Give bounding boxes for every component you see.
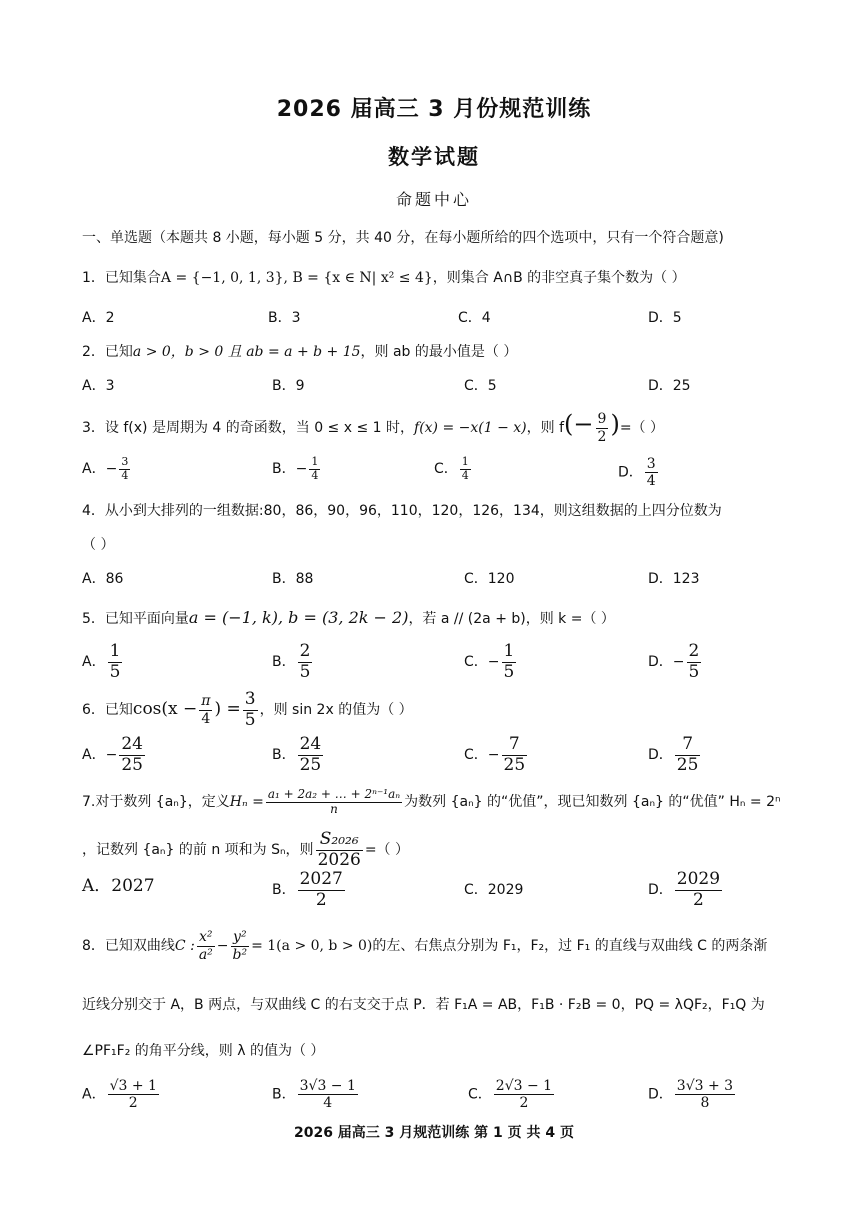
q3-expr: f(x) = −x(1 − x) xyxy=(414,420,527,436)
q1-option-b: B．3 xyxy=(268,310,301,326)
page-footer: 2026 届高三 3 月规范训练 第 1 页 共 4 页 xyxy=(293,1125,575,1141)
q6-pi-fraction: $\frac{\pi}{4}$ xyxy=(201,693,211,727)
q1-option-d: D．5 xyxy=(648,310,682,326)
q7-option-b: B． $\frac{2027}{2}$ xyxy=(272,869,343,910)
q2-condition: a > 0，b > 0 且 ab = a + b + 15 xyxy=(132,344,361,360)
q1-prefix: 1．已知集合 xyxy=(82,270,161,286)
q3-prefix: 3．设 f(x) 是周期为 4 的奇函数，当 0 ≤ x ≤ 1 时， xyxy=(82,420,415,436)
q5-prefix: 5．已知平面向量 xyxy=(82,611,189,627)
question-8-line3: ∠PF₁F₂ 的角平分线，则 λ 的值为（ ） xyxy=(82,1043,325,1059)
question-7-line2 xyxy=(82,830,862,870)
q3-arg-fraction: $\frac{9}{2}$ xyxy=(597,411,607,445)
q8-eq: = 1(a > 0, b > 0) xyxy=(251,938,373,954)
q5-option-c: C．− $\frac{1}{5}$ xyxy=(464,641,515,682)
q1-sets: A = {−1, 0, 1, 3}, B = {x ∈ N| x² ≤ 4} xyxy=(160,270,433,286)
q4-answer-paren: （ ） xyxy=(82,537,115,553)
exam-author: 命题中心 xyxy=(395,190,472,209)
question-1 xyxy=(82,268,862,288)
q5-vectors: a = (−1, k), b = (3, 2k − 2) xyxy=(188,608,409,627)
q7-line2: ，记数列 {aₙ} 的前 n 项和为 Sₙ，则 xyxy=(82,842,314,859)
q7-suffix: =（ ） xyxy=(364,842,410,859)
q6-cos: cos(x − xyxy=(132,699,198,720)
q7-s-fraction: $\frac{\text{S₂₀₂₆}}{2026}$ xyxy=(317,829,361,870)
question-2 xyxy=(82,342,862,362)
section-heading: 一、单选题（本题共 8 小题，每小题 5 分，共 40 分，在每小题所给的四个选项中，只有一个符合题意) xyxy=(82,230,724,246)
q3-option-a: A．− $\frac{3}{4}$ xyxy=(82,455,129,482)
question-8-line2: 近线分别交于 A，B 两点，与双曲线 C 的右支交于点 P．若 F₁A = AB，F₁B · F₂B = 0，PQ = λQF₂，F₁Q 为 xyxy=(82,997,765,1013)
q2-option-d: D．25 xyxy=(648,378,691,394)
q2-option-b: B．9 xyxy=(272,378,305,394)
q8-tail: 的左、右焦点分别为 F₁，F₂，过 F₁ 的直线与双曲线 C 的两条渐 xyxy=(372,938,768,954)
q3-paren-close: ) xyxy=(610,410,620,438)
q3-tail: ，则 f xyxy=(526,420,565,436)
question-7 xyxy=(82,784,862,820)
q8-option-c: C． $\frac{2√3 - 1}{2}$ xyxy=(468,1078,553,1112)
q2-option-c: C．5 xyxy=(464,378,497,394)
q3-option-c: C． $\frac{1}{4}$ xyxy=(434,455,469,482)
exam-subtitle: 数学试题 xyxy=(388,145,480,169)
q2-option-a: A．3 xyxy=(82,378,115,394)
q3-suffix: =（ ） xyxy=(619,420,664,436)
q6-option-a: A．− $\frac{24}{25}$ xyxy=(82,734,143,775)
exam-title: 2026 届高三 3 月份规范训练 xyxy=(276,97,592,122)
q2-prefix: 2．已知 xyxy=(82,344,133,360)
question-5 xyxy=(82,608,862,629)
q8-c: C : xyxy=(174,938,195,954)
q6-option-c: C．− $\frac{7}{25}$ xyxy=(464,734,526,775)
q7-prefix: 7.对于数列 {aₙ}，定义 xyxy=(82,794,230,810)
q7-option-a: A．2027 xyxy=(82,876,155,896)
q5-option-d: D．− $\frac{2}{5}$ xyxy=(648,641,700,682)
q6-close: ) = xyxy=(214,699,241,720)
q8-option-b: B． $\frac{3√3 - 1}{4}$ xyxy=(272,1078,356,1112)
q1-option-c: C．4 xyxy=(458,310,491,326)
q7-mid: 为数列 {aₙ} 的“优值”，现已知数列 {aₙ} 的“优值” Hₙ = 2ⁿ xyxy=(404,794,781,810)
q4-option-c: C．120 xyxy=(464,571,515,587)
q6-option-b: B． $\frac{24}{25}$ xyxy=(272,734,322,775)
q3-paren-open: (− xyxy=(564,410,594,438)
q1-suffix: ，则集合 A∩B 的非空真子集个数为（ ） xyxy=(432,270,686,286)
q4-option-d: D．123 xyxy=(648,571,700,587)
q6-prefix: 6．已知 xyxy=(82,702,133,719)
q6-value-fraction: $\frac{3}{5}$ xyxy=(244,689,256,730)
q7-option-d: D． $\frac{2029}{2}$ xyxy=(648,869,721,910)
q8-minus: − xyxy=(216,938,229,954)
question-3 xyxy=(82,406,862,446)
q6-suffix: ，则 sin 2x 的值为（ ） xyxy=(259,702,413,719)
q6-option-d: D． $\frac{7}{25}$ xyxy=(648,734,699,775)
q8-x-fraction: $\frac{\text{x²}}{\text{a²}}$ xyxy=(198,929,213,963)
q5-option-a: A． $\frac{1}{5}$ xyxy=(82,641,121,682)
q1-option-a: A．2 xyxy=(82,310,115,326)
question-4: 4．从小到大排列的一组数据:80，86，90，96，110，120，126，134，则这组数据的上四分位数为 xyxy=(82,503,722,519)
q7-hn-fraction: $\frac{\text{a₁ + 2a₂ + … + 2ⁿ⁻¹aₙ}}{n}$ xyxy=(267,786,401,816)
q7-option-c: C．2029 xyxy=(464,882,524,898)
q3-option-d: D． $\frac{3}{4}$ xyxy=(618,456,656,490)
q4-option-a: A．86 xyxy=(82,571,124,587)
q2-suffix: ，则 ab 的最小值是（ ） xyxy=(360,344,518,360)
q8-prefix: 8．已知双曲线 xyxy=(82,938,175,954)
q3-option-b: B．− $\frac{1}{4}$ xyxy=(272,455,319,482)
q7-hn: Hₙ = xyxy=(229,794,264,810)
q8-y-fraction: $\frac{\text{y²}}{\text{b²}}$ xyxy=(232,929,248,963)
q8-option-a: A． $\frac{√3 + 1}{2}$ xyxy=(82,1078,157,1112)
q5-suffix: ，若 a // (2a + b)，则 k =（ ） xyxy=(408,611,615,627)
q8-option-d: D． $\frac{3√3 + 3}{8}$ xyxy=(648,1078,734,1112)
question-8 xyxy=(82,928,862,964)
question-6 xyxy=(82,690,862,730)
q5-option-b: B． $\frac{2}{5}$ xyxy=(272,641,311,682)
q4-option-b: B．88 xyxy=(272,571,314,587)
